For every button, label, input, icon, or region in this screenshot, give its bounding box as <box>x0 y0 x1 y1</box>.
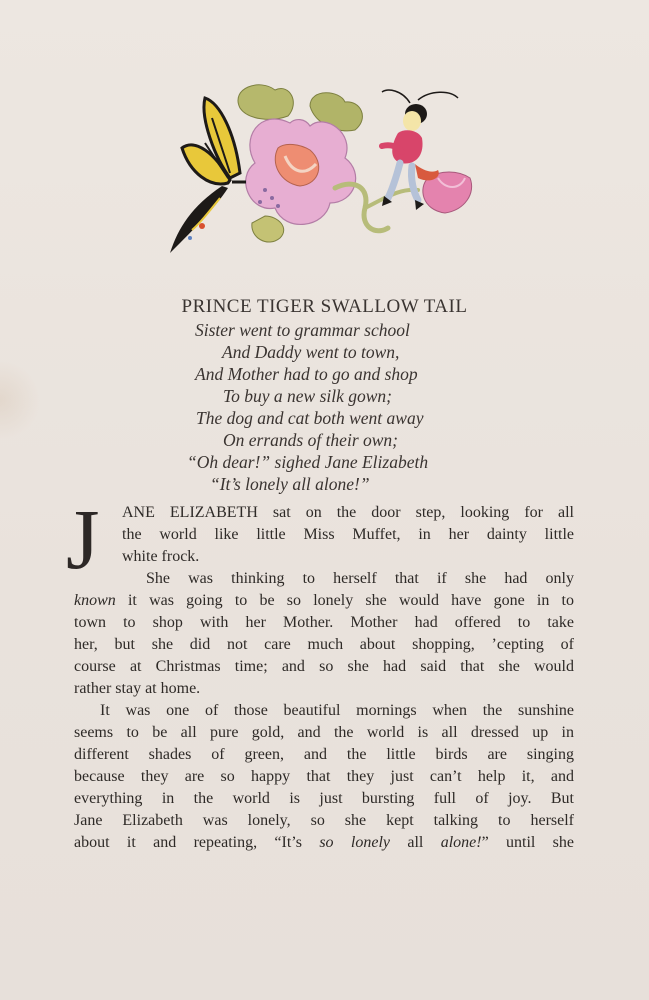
paragraph-line: seems to be all pure gold, and the world is all dressed up in <box>74 724 574 741</box>
poem-line: The dog and cat both went away <box>196 408 424 428</box>
paragraph-line: because they are so happy that they just can’t help it, and <box>74 768 574 785</box>
paragraph-line: white frock. <box>122 548 200 565</box>
text: ” until she <box>481 834 575 851</box>
paper-stain <box>0 360 40 440</box>
paragraph-line: course at Christmas time; and so she had said that she would <box>74 658 574 675</box>
swallowtail-butterfly-icon <box>170 98 246 253</box>
paragraph-line: different shades of green, and the little birds are singing <box>74 746 574 763</box>
chapter-title: PRINCE TIGER SWALLOW TAIL <box>181 296 468 317</box>
poem-line: And Daddy went to town, <box>222 342 400 362</box>
header-illustration <box>160 78 490 263</box>
drop-cap: J <box>66 491 100 587</box>
paragraph-line: everything in the world is just bursting full of joy. But <box>74 790 574 807</box>
emphasis: alone! <box>440 834 482 851</box>
emphasis: known <box>74 592 116 609</box>
paragraph-line: town to shop with her Mother. Mother had offered to take <box>74 614 574 631</box>
poem-line: “It’s lonely all alone!” <box>210 474 370 494</box>
text: all <box>390 834 441 851</box>
poem-line: Sister went to grammar school <box>195 320 410 340</box>
paragraph-line: She was thinking to herself that if she had only <box>146 570 574 587</box>
text: about it and repeating, “It’s <box>74 834 320 851</box>
poem-line: And Mother had to go and shop <box>195 364 418 384</box>
poem-line: To buy a new silk gown; <box>223 386 393 406</box>
text: it was going to be so lonely she would have gone in to <box>115 592 574 609</box>
paragraph-line: rather stay at home. <box>74 680 201 697</box>
emphasis: so lonely <box>319 834 390 851</box>
paragraph-line: It was one of those beautiful mornings when the sunshine <box>100 702 574 719</box>
poem-line: “Oh dear!” sighed Jane Elizabeth <box>187 452 429 472</box>
pink-flower-icon <box>246 119 356 224</box>
paragraph-line: ANE ELIZABETH sat on the door step, looking for all <box>122 504 574 521</box>
paragraph-line: Jane Elizabeth was lonely, so she kept talking to herself <box>74 812 574 829</box>
paragraph-line <box>74 832 574 854</box>
paragraph-line: the world like little Miss Muffet, in her dainty little <box>122 526 574 543</box>
paragraph-line: her, but she did not care much about shopping, ’cepting of <box>74 636 574 653</box>
paragraph-line <box>74 590 574 612</box>
poem-line: On errands of their own; <box>223 430 398 450</box>
